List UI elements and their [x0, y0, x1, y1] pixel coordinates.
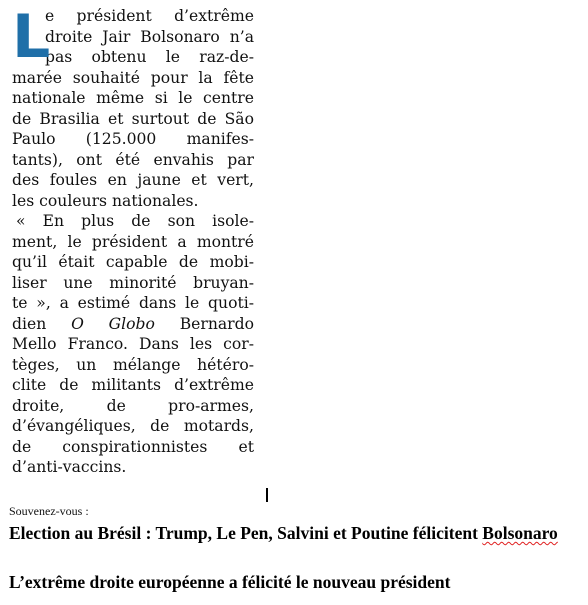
text-cursor [266, 488, 268, 502]
paragraph-line: d’anti-vaccins. [12, 458, 127, 476]
article-body [12, 2, 254, 478]
paragraph-line: d’évangéliques, de motards, [12, 417, 254, 435]
remember-label: Souvenez-vous : [9, 504, 89, 518]
spellcheck-word: Bolsonaro [482, 523, 558, 543]
paragraph-line: te », a estimé dans le quoti- [12, 294, 254, 312]
paragraph-line: qu’il était capable de mobi- [12, 253, 254, 271]
line-text: dien [12, 314, 72, 333]
related-link-text: Election au Brésil : Trump, Le Pen, Salvini et Poutine félicitent [9, 523, 478, 543]
paragraph-line: de Brasilia et surtout de São [12, 109, 254, 128]
paragraph-line: de conspirationnistes et [12, 437, 254, 456]
newspaper-title: O Globo [71, 314, 155, 333]
paragraph-2 [12, 211, 254, 478]
paragraph-line [12, 314, 254, 335]
paragraph-line: ment, le président a montré [12, 232, 254, 251]
paragraph-line: marée souhaité pour la fête [12, 68, 254, 87]
paragraph-line: liser une minorité bruyan- [12, 273, 254, 292]
paragraph-line: des foules en jaune et vert, [12, 171, 254, 189]
paragraph-line: Paulo (125.000 manifes- [12, 130, 254, 148]
line-text: Bernardo [154, 314, 254, 333]
paragraph-line: Mello Franco. Dans les cor- [12, 335, 254, 353]
paragraph-line: tèges, un mélange hétéro- [12, 355, 254, 374]
paragraph-line: clite de militants d’extrême [12, 376, 254, 394]
related-link-election-bresil[interactable] [9, 523, 579, 544]
drop-cap: L [12, 2, 51, 72]
paragraph-line: droite, de pro-armes, [12, 396, 254, 415]
paragraph-line: nationale même si le centre [12, 89, 254, 107]
paragraph-line: les couleurs nationales. [12, 191, 199, 210]
paragraph-line: e président d’extrême [45, 7, 254, 25]
paragraph-line: « En plus de son isole- [16, 212, 254, 230]
related-link-extreme-droite[interactable]: L’extrême droite européenne a félicité le nouveau président [9, 572, 451, 592]
paragraph-line: tants), ont été envahis par [12, 150, 254, 169]
paragraph-line: pas obtenu le raz-de- [45, 48, 254, 66]
paragraph-line: droite Jair Bolsonaro n’a [45, 27, 254, 46]
